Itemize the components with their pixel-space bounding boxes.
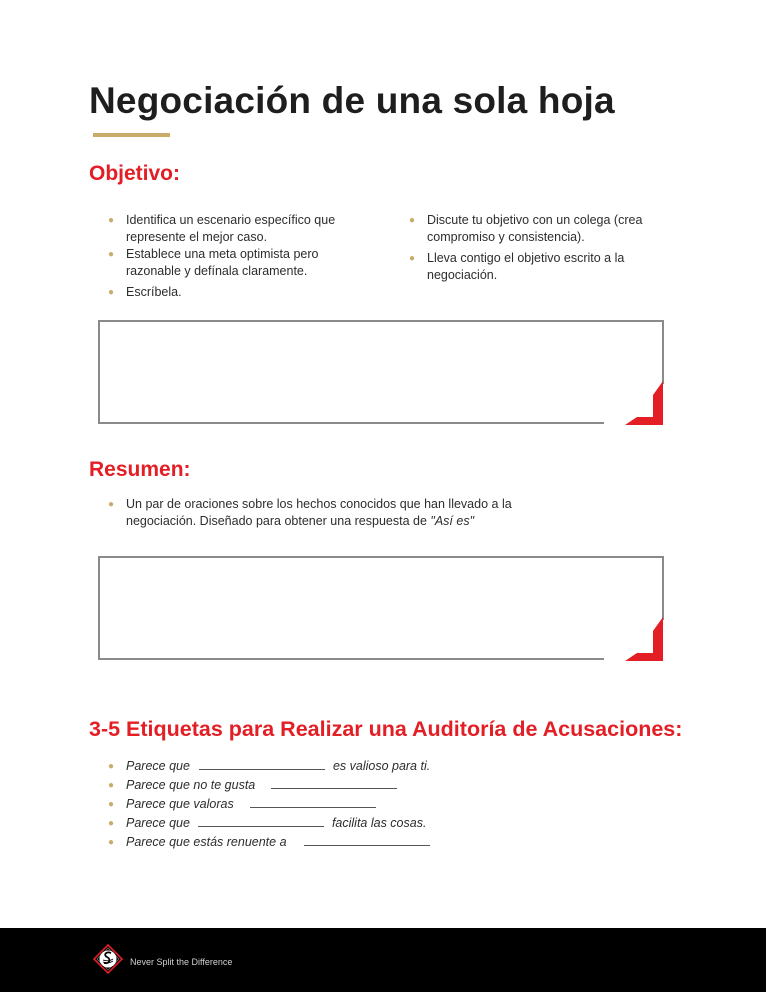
quote-text: "Así es" — [430, 514, 475, 528]
list-item — [108, 212, 366, 246]
list-item-text: Identifica un escenario específico que represente el mejor caso. — [126, 213, 336, 244]
fill-in-blank[interactable] — [304, 835, 430, 846]
swan-diamond-logo-icon — [93, 944, 123, 974]
list-item — [108, 246, 366, 280]
list-item-text: Discute tu objetivo con un colega (crea compromiso y consistencia). — [427, 213, 643, 244]
etiquetas-list — [108, 757, 526, 852]
list-item — [108, 833, 526, 852]
label-suffix: facilita las cosas. — [331, 816, 427, 830]
fill-in-blank[interactable] — [250, 797, 376, 808]
bullet-icon: ● — [108, 249, 115, 260]
title-underline — [93, 133, 170, 137]
list-item-text: Establece una meta optimista pero razonable y defínala claramente. — [126, 247, 319, 278]
red-corner-icon — [623, 381, 665, 425]
list-item — [108, 496, 546, 530]
list-item-text: Lleva contigo el objetivo escrito a la negociación. — [427, 251, 625, 282]
red-corner-icon — [623, 617, 665, 661]
bullet-icon: ● — [108, 287, 115, 298]
list-item-text: Un par de oraciones sobre los hechos conocidos que han llevado a la negociación. Diseñado para obtener una respuesta de — [126, 497, 512, 528]
fill-in-blank[interactable] — [198, 816, 324, 827]
bullet-icon: ● — [108, 818, 115, 829]
fill-in-blank[interactable] — [271, 778, 397, 789]
objetivo-list-left — [108, 212, 366, 301]
objetivo-answer-box[interactable] — [98, 320, 664, 424]
footer-brand-text: Never Split the Difference — [130, 957, 233, 967]
label-prefix: Parece que no te gusta — [126, 778, 256, 792]
list-item — [108, 795, 526, 814]
fill-in-blank[interactable] — [199, 759, 325, 770]
list-item-text: Escríbela. — [126, 285, 182, 299]
list-item — [108, 814, 526, 833]
bullet-icon: ● — [108, 799, 115, 810]
bullet-icon: ● — [108, 837, 115, 848]
list-item — [108, 776, 526, 795]
bullet-icon: ● — [108, 761, 115, 772]
page-title: Negociación de una sola hoja — [89, 80, 615, 121]
label-prefix: Parece que — [126, 816, 190, 830]
bullet-icon: ● — [108, 499, 115, 510]
list-item — [108, 284, 366, 301]
etiquetas-heading: 3-5 Etiquetas para Realizar una Auditoría de Acusaciones: — [89, 717, 683, 741]
resumen-heading: Resumen: — [89, 458, 191, 481]
list-item — [409, 212, 677, 246]
objetivo-list-right — [409, 212, 677, 284]
bullet-icon: ● — [108, 780, 115, 791]
resumen-list — [108, 496, 546, 530]
label-suffix: es valioso para ti. — [332, 759, 431, 773]
label-prefix: Parece que estás renuente a — [126, 835, 287, 849]
label-prefix: Parece que — [126, 759, 190, 773]
list-item — [108, 757, 526, 776]
bullet-icon: ● — [409, 215, 416, 226]
list-item — [409, 250, 677, 284]
resumen-answer-box[interactable] — [98, 556, 664, 660]
objetivo-heading: Objetivo: — [89, 162, 181, 185]
label-prefix: Parece que valoras — [126, 797, 234, 811]
bullet-icon: ● — [108, 215, 115, 226]
bullet-icon: ● — [409, 253, 416, 264]
